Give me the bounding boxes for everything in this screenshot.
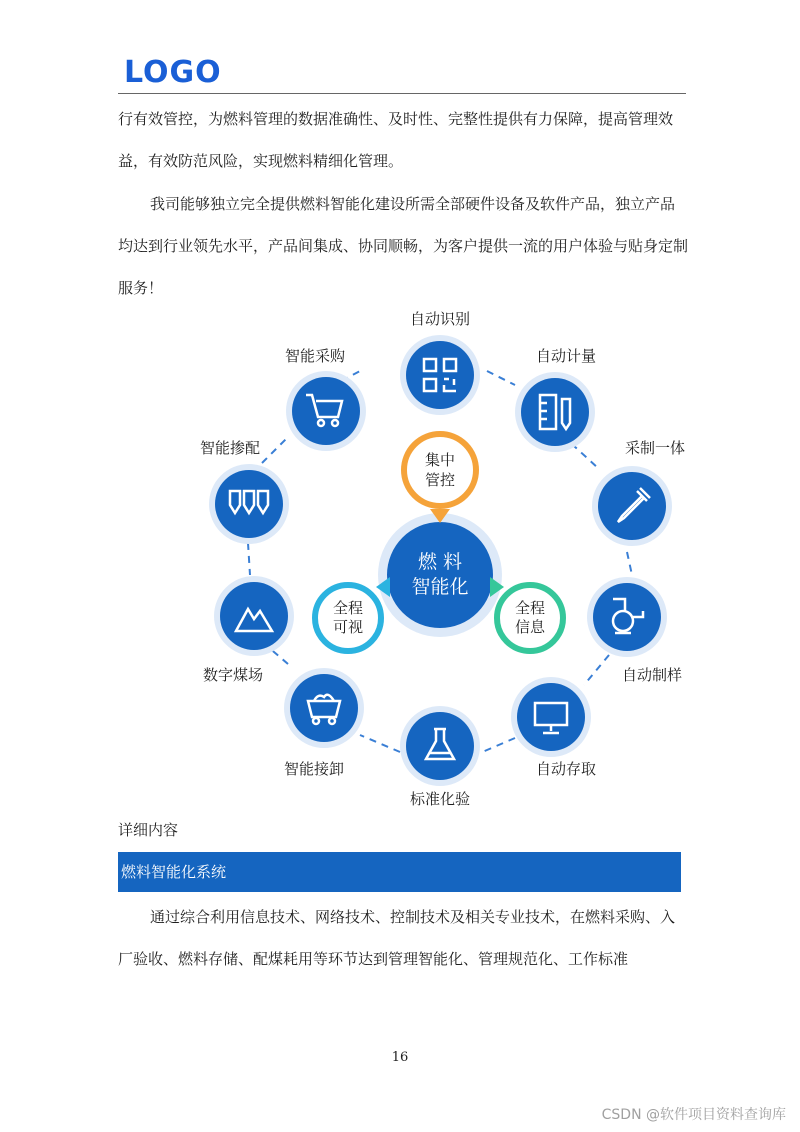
fuel-intelligence-diagram — [190, 305, 710, 815]
ring-node-smart-unloading — [284, 668, 364, 778]
ring-node-smart-blending — [200, 439, 289, 544]
section-bar — [118, 852, 681, 892]
center-node — [378, 513, 502, 637]
logo: LOGO — [124, 55, 222, 90]
ring-label-auto-identify: 自动识别 — [409, 310, 471, 328]
paragraph-system: 通过综合利用信息技术、网络技术、控制技术及相关专业技术，在燃料采购、入厂验收、燃料存储、配煤耗用等环节达到管理智能化、管理规范化、工作标准 — [118, 908, 676, 968]
sub-top-line2: 管控 — [424, 471, 456, 489]
center-line2: 智能化 — [411, 576, 469, 598]
ring-label-auto-metering: 自动计量 — [535, 347, 597, 365]
paragraph-intro: 行有效管控，为燃料管理的数据准确性、及时性、完整性提供有力保障，提高管理效益，有效防范风险，实现燃料精细化管理。 — [118, 110, 674, 170]
section-bar-title: 燃料智能化系统 — [121, 863, 227, 881]
center-line1: 燃 料 — [417, 551, 463, 573]
ring-node-smart-procurement — [285, 347, 366, 451]
header-rule — [118, 93, 686, 94]
page-number: 16 — [391, 1050, 409, 1065]
sub-top-line1: 集中 — [424, 451, 456, 469]
ring-label-sampling-integration: 采制一体 — [624, 439, 686, 457]
sub-node-full-information — [490, 577, 563, 651]
sub-node-full-visibility — [315, 577, 390, 651]
ring-label-digital-coal-yard: 数字煤场 — [202, 666, 264, 684]
sub-right-line1: 全程 — [514, 599, 546, 617]
ring-node-digital-coal-yard — [203, 576, 294, 684]
watermark: CSDN @软件项目资料查询库 — [601, 1107, 786, 1123]
sub-right-line2: 信息 — [514, 618, 546, 636]
ring-node-auto-metering — [515, 347, 596, 452]
ring-label-smart-procurement: 智能采购 — [284, 347, 346, 365]
ring-label-auto-storage: 自动存取 — [535, 760, 597, 778]
sub-left-line2: 可视 — [332, 618, 364, 636]
ring-label-auto-sample-prep: 自动制样 — [621, 666, 683, 684]
ring-node-sampling-integration — [592, 439, 685, 546]
ring-node-auto-identify — [400, 310, 480, 415]
ring-label-smart-unloading: 智能接卸 — [283, 760, 345, 778]
ring-node-auto-storage — [511, 677, 596, 778]
detail-label: 详细内容 — [118, 821, 179, 839]
ring-node-auto-sample-prep — [587, 577, 682, 684]
paragraph-capability: 我司能够独立完全提供燃料智能化建设所需全部硬件设备及软件产品，独立产品均达到行业领先水平，产品间集成、协同顺畅，为客户提供一流的用户体验与贴身定制服务！ — [118, 195, 689, 297]
sub-left-line1: 全程 — [332, 599, 364, 617]
ring-node-standard-assay — [400, 706, 480, 808]
ring-label-standard-assay: 标准化验 — [409, 790, 471, 808]
ring-label-smart-blending: 智能掺配 — [199, 439, 261, 457]
sub-node-centralized-control — [404, 434, 476, 523]
